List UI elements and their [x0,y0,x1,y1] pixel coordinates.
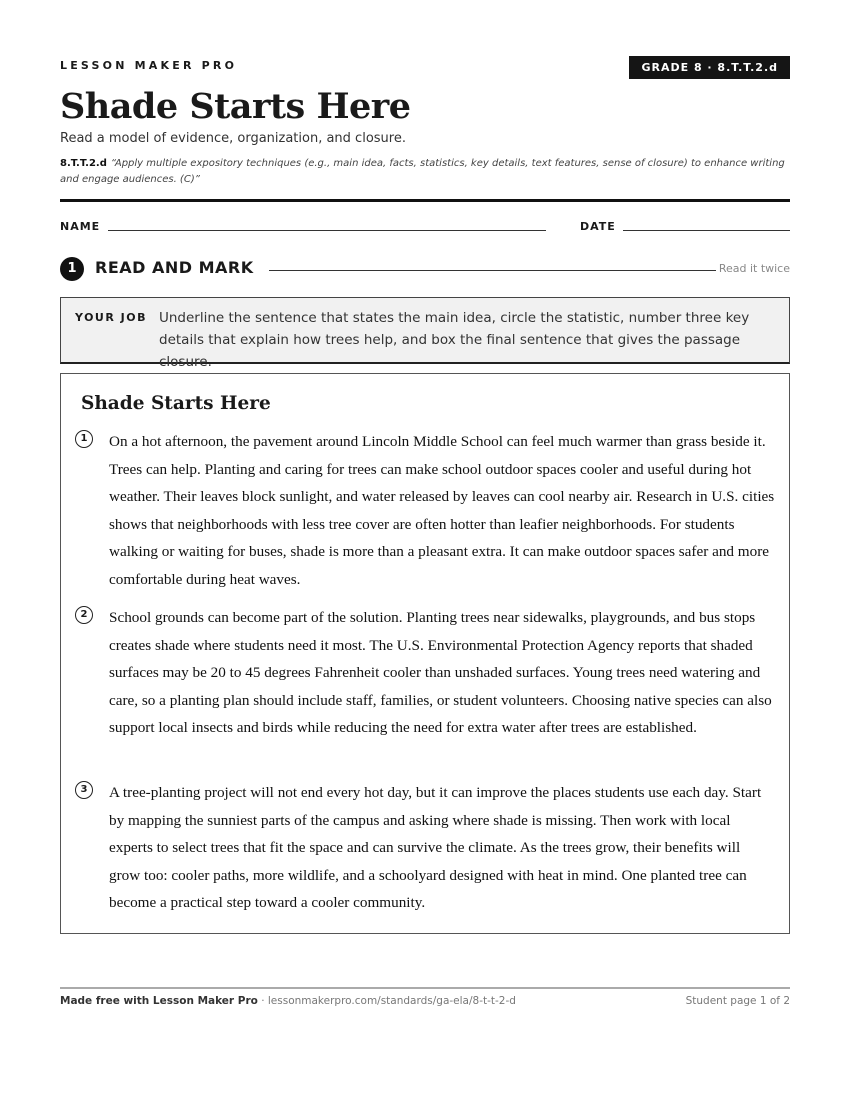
grade-badge: GRADE 8 · 8.T.T.2.d [629,56,790,79]
paragraph-text: School grounds can become part of the solution. Planting trees near sidewalks, playgrounds, and bus stops creates shade where students need it most. The U.S. Environmental Protection Agency reports that shaded surfaces may be 20 to 45 degrees Fahrenheit cooler than unshaded surfaces. Young trees need watering and care, so a planting plan should include staff, families, or student volunteers. Choosing native species can also support local insects and birds while reducing the need for extra water after trees are established. [109,609,772,737]
instructions-text: Underline the sentence that states the main idea, circle the statistic, number three key details that explain how trees help, and box the final sentence that gives the passage closure. [159,310,750,370]
passage-title: Shade Starts Here [81,393,271,414]
paragraph-text: A tree-planting project will not end every hot day, but it can improve the places students use each day. Start by mapping the sunniest parts of the campus and asking where shade is missing. Then work with local experts to select trees that fit the space and can survive the climate. As the trees grow, their benefits will grow too: cooler paths, more wildlife, and a schoolyard designed with heat in mind. One planted tree can become a practical step toward a cooler community. [109,784,762,912]
page-header [60,56,790,80]
passage-paragraph [75,604,775,742]
passage-paragraph [75,779,775,917]
paragraph-number: 1 [75,430,93,448]
paragraph-number: 2 [75,606,93,624]
page-subtitle: Read a model of evidence, organization, and closure. [60,131,406,146]
page-title: Shade Starts Here [60,86,411,127]
date-field[interactable] [623,230,790,231]
section-header [60,256,790,282]
section-divider [269,270,716,271]
passage-paragraph [75,428,775,594]
date-label: DATE [580,220,616,233]
section-note: Read it twice [718,262,790,275]
footer-made-with: Made free with Lesson Maker Pro [60,995,258,1007]
brand-name: LESSON MAKER PRO [60,59,238,72]
standard-description [60,156,790,188]
instructions-label: YOUR JOB [75,311,147,324]
standard-code: 8.T.T.2.d [60,158,107,169]
name-date-row [60,218,790,238]
name-field[interactable] [108,230,546,231]
reading-passage [60,373,790,934]
paragraph-text: On a hot afternoon, the pavement around Lincoln Middle School can feel much warmer than grass beside it. Trees can help. Planting and caring for trees can make school outdoor spaces cooler and useful during hot weather. Their leaves block sunlight, and water released by leaves can cool nearby air. Research in U.S. cities shows that neighborhoods with less tree cover are often hotter than leafier neighborhoods. For students walking or waiting for buses, shade is more than a pleasant extra. It can make outdoor spaces safer and more comfortable during heat waves. [109,433,775,588]
standard-text: “Apply multiple expository techniques (e.g., main idea, facts, statistics, key details, text features, sense of closure) to enhance writing and engage audiences. (C)” [60,158,785,185]
footer-url[interactable]: lessonmakerpro.com/standards/ga-ela/8-t-t-2-d [267,995,516,1007]
instructions-box [60,297,790,370]
section-number-badge: 1 [60,257,84,281]
footer-divider [60,987,790,989]
header-divider [60,199,790,202]
paragraph-number: 3 [75,781,93,799]
name-label: NAME [60,220,101,233]
section-title: READ AND MARK [95,258,254,277]
footer-separator: · [257,995,268,1007]
footer-credit [60,995,516,1007]
page-number: Student page 1 of 2 [685,995,790,1007]
